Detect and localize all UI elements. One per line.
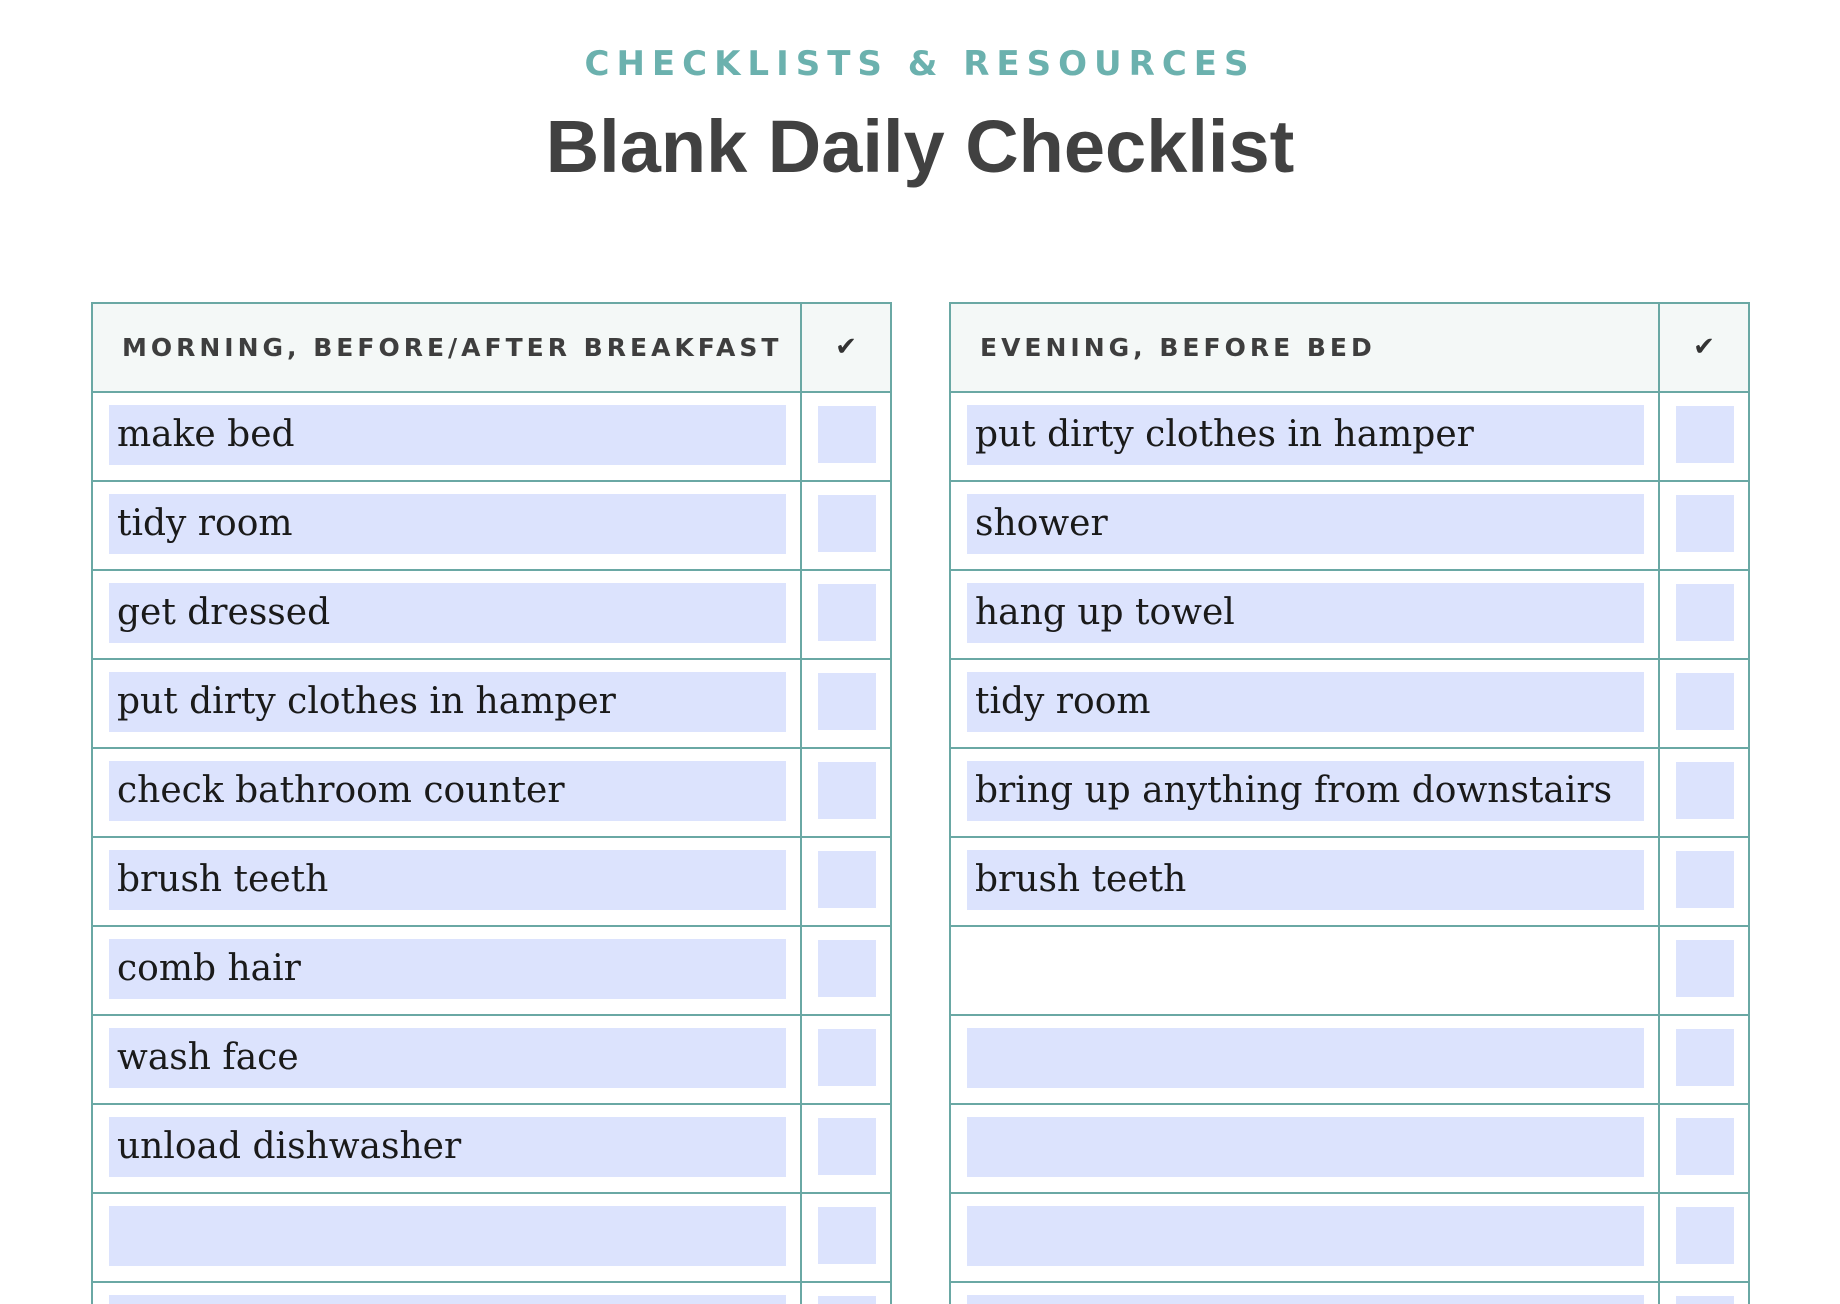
task-cell bbox=[93, 660, 802, 747]
task-cell bbox=[93, 393, 802, 480]
check-cell bbox=[1660, 927, 1748, 1014]
task-cell bbox=[951, 838, 1660, 925]
task-checkbox[interactable] bbox=[818, 762, 876, 819]
task-cell bbox=[951, 482, 1660, 569]
header-check-cell bbox=[802, 304, 890, 391]
checklist-row bbox=[951, 1194, 1748, 1283]
task-cell bbox=[93, 838, 802, 925]
task-checkbox[interactable] bbox=[1676, 406, 1734, 463]
checklist-row bbox=[93, 571, 890, 660]
check-cell bbox=[802, 927, 890, 1014]
checklist-row bbox=[951, 571, 1748, 660]
task-input[interactable] bbox=[967, 1206, 1644, 1266]
task-checkbox[interactable] bbox=[818, 851, 876, 908]
task-checkbox[interactable] bbox=[1676, 1296, 1734, 1304]
check-cell bbox=[1660, 393, 1748, 480]
checklist-row bbox=[93, 1283, 890, 1304]
task-checkbox[interactable] bbox=[818, 1029, 876, 1086]
column-heading: EVENING, BEFORE BED bbox=[980, 333, 1376, 362]
check-cell bbox=[1660, 1016, 1748, 1103]
task-cell bbox=[93, 749, 802, 836]
check-cell bbox=[1660, 1283, 1748, 1304]
task-checkbox[interactable] bbox=[818, 673, 876, 730]
checklist-row bbox=[951, 1105, 1748, 1194]
task-checkbox[interactable] bbox=[818, 406, 876, 463]
task-input[interactable] bbox=[967, 1295, 1644, 1304]
checklist-row bbox=[951, 660, 1748, 749]
task-cell bbox=[951, 1105, 1660, 1192]
task-checkbox[interactable] bbox=[818, 1296, 876, 1304]
checklist-row bbox=[93, 1194, 890, 1283]
checklist-row bbox=[951, 838, 1748, 927]
column-heading: MORNING, BEFORE/AFTER BREAKFAST bbox=[122, 333, 783, 362]
check-cell bbox=[802, 749, 890, 836]
task-cell bbox=[951, 393, 1660, 480]
check-cell bbox=[802, 571, 890, 658]
task-input[interactable]: bring up anything from downstairs bbox=[967, 761, 1644, 821]
check-cell bbox=[802, 838, 890, 925]
task-cell bbox=[93, 1105, 802, 1192]
checklist-row bbox=[93, 749, 890, 838]
task-input[interactable]: comb hair bbox=[109, 939, 786, 999]
checklist-row bbox=[951, 927, 1748, 1016]
check-cell bbox=[1660, 571, 1748, 658]
task-input[interactable]: tidy room bbox=[967, 672, 1644, 732]
page-title: Blank Daily Checklist bbox=[545, 105, 1295, 188]
evening-checklist-table bbox=[949, 302, 1750, 1304]
task-input[interactable]: brush teeth bbox=[967, 850, 1644, 910]
table-header-row bbox=[951, 304, 1748, 393]
check-cell bbox=[1660, 749, 1748, 836]
checklist-row bbox=[951, 393, 1748, 482]
task-input[interactable]: get dressed bbox=[109, 583, 786, 643]
task-checkbox[interactable] bbox=[1676, 851, 1734, 908]
check-cell bbox=[1660, 1105, 1748, 1192]
task-input[interactable]: brush teeth bbox=[109, 850, 786, 910]
checklist-row bbox=[93, 393, 890, 482]
task-checkbox[interactable] bbox=[1676, 584, 1734, 641]
task-checkbox[interactable] bbox=[1676, 495, 1734, 552]
checklist-row bbox=[93, 1016, 890, 1105]
task-cell bbox=[93, 571, 802, 658]
check-cell bbox=[1660, 482, 1748, 569]
header-task-cell bbox=[951, 304, 1660, 391]
checklist-row bbox=[951, 1283, 1748, 1304]
checklist-row bbox=[951, 749, 1748, 838]
checklist-row bbox=[93, 660, 890, 749]
task-input[interactable] bbox=[109, 1206, 786, 1266]
morning-checklist-table bbox=[91, 302, 892, 1304]
task-cell bbox=[951, 749, 1660, 836]
task-checkbox[interactable] bbox=[1676, 1029, 1734, 1086]
task-input[interactable]: check bathroom counter bbox=[109, 761, 786, 821]
task-cell bbox=[93, 482, 802, 569]
check-cell bbox=[1660, 838, 1748, 925]
task-cell bbox=[951, 1016, 1660, 1103]
check-cell bbox=[802, 1194, 890, 1281]
task-checkbox[interactable] bbox=[1676, 673, 1734, 730]
checklist-row bbox=[93, 482, 890, 571]
task-checkbox[interactable] bbox=[818, 1118, 876, 1175]
checklist-row bbox=[93, 1105, 890, 1194]
task-checkbox[interactable] bbox=[818, 1207, 876, 1264]
task-input[interactable] bbox=[967, 1117, 1644, 1177]
task-input[interactable] bbox=[967, 1028, 1644, 1088]
task-checkbox[interactable] bbox=[818, 495, 876, 552]
check-cell bbox=[1660, 1194, 1748, 1281]
section-kicker: CHECKLISTS & RESOURCES bbox=[584, 44, 1256, 84]
task-cell bbox=[93, 1016, 802, 1103]
task-cell bbox=[951, 927, 1660, 1014]
check-cell bbox=[802, 393, 890, 480]
task-input[interactable]: put dirty clothes in hamper bbox=[967, 405, 1644, 465]
task-checkbox[interactable] bbox=[818, 584, 876, 641]
check-cell bbox=[802, 482, 890, 569]
task-cell bbox=[93, 1283, 802, 1304]
checklist-row bbox=[951, 482, 1748, 571]
task-checkbox[interactable] bbox=[1676, 1207, 1734, 1264]
task-checkbox[interactable] bbox=[1676, 1118, 1734, 1175]
checklist-row bbox=[93, 927, 890, 1016]
checklist-row bbox=[93, 838, 890, 927]
task-input[interactable]: put dirty clothes in hamper bbox=[109, 672, 786, 732]
table-header-row bbox=[93, 304, 890, 393]
task-input[interactable]: shower bbox=[967, 494, 1644, 554]
task-cell bbox=[951, 660, 1660, 747]
task-checkbox[interactable] bbox=[1676, 762, 1734, 819]
check-cell bbox=[802, 1283, 890, 1304]
checklist-row bbox=[951, 1016, 1748, 1105]
header-task-cell bbox=[93, 304, 802, 391]
checkmark-icon: ✔ bbox=[1693, 332, 1715, 362]
task-cell bbox=[93, 1194, 802, 1281]
header-check-cell bbox=[1660, 304, 1748, 391]
check-cell bbox=[1660, 660, 1748, 747]
check-cell bbox=[802, 660, 890, 747]
check-cell bbox=[802, 1016, 890, 1103]
task-checkbox[interactable] bbox=[1676, 940, 1734, 997]
task-input[interactable]: make bed bbox=[109, 405, 786, 465]
check-cell bbox=[802, 1105, 890, 1192]
task-cell bbox=[951, 1194, 1660, 1281]
task-cell bbox=[951, 571, 1660, 658]
task-input[interactable]: tidy room bbox=[109, 494, 786, 554]
task-cell bbox=[93, 927, 802, 1014]
task-cell bbox=[951, 1283, 1660, 1304]
task-input[interactable]: unload dishwasher bbox=[109, 1117, 786, 1177]
task-input[interactable]: hang up towel bbox=[967, 583, 1644, 643]
checkmark-icon: ✔ bbox=[835, 332, 857, 362]
task-input[interactable]: wash face bbox=[109, 1028, 786, 1088]
task-checkbox[interactable] bbox=[818, 940, 876, 997]
task-input[interactable] bbox=[109, 1295, 786, 1304]
